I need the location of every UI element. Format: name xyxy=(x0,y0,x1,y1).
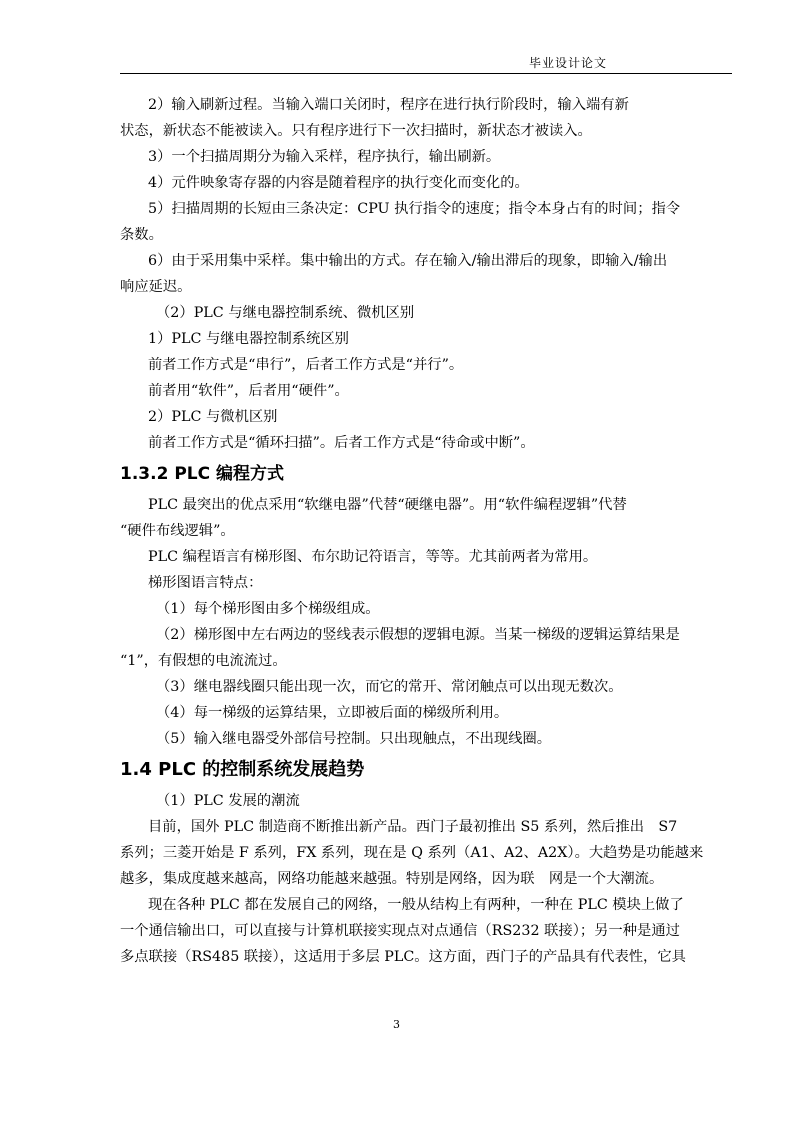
body-line: 多点联接（RS485 联接），这适用于多层 PLC。这方面，西门子的产品具有代表性，它具 xyxy=(120,949,686,965)
section-heading-1-4: 1.4 PLC 的控制系统发展趋势 xyxy=(120,759,365,780)
body-line: （1）PLC 发展的潮流 xyxy=(156,793,300,809)
body-line: 状态，新状态不能被读入。只有程序进行下一次扫描时，新状态才被读入。 xyxy=(120,123,592,139)
body-line: “硬件布线逻辑”。 xyxy=(120,523,235,539)
body-line: 梯形图语言特点： xyxy=(148,575,263,591)
body-line: 2）输入刷新过程。当输入端口关闭时，程序在进行执行阶段时，输入端有新 xyxy=(148,97,629,113)
body-line: 前者用“软件”，后者用“硬件”。 xyxy=(148,383,349,399)
body-line: （2）PLC 与继电器控制系统、微机区别 xyxy=(156,305,415,321)
body-line: 响应延迟。 xyxy=(120,279,192,295)
body-line: 前者工作方式是“循环扫描”。后者工作方式是“待命或中断”。 xyxy=(148,435,535,451)
body-line: 一个通信输出口，可以直接与计算机联接实现点对点通信（RS232 联接）；另一种是通过 xyxy=(120,923,680,939)
body-line: （1）每个梯形图由多个梯级组成。 xyxy=(156,601,380,617)
body-line: 1）PLC 与继电器控制系统区别 xyxy=(148,331,349,347)
body-line: 现在各种 PLC 都在发展自己的网络，一般从结构上有两种，一种在 PLC 模块上做了 xyxy=(148,897,684,913)
body-line: “1”，有假想的电流流过。 xyxy=(120,653,287,669)
body-line: （5）输入继电器受外部信号控制。只出现触点，不出现线圈。 xyxy=(156,731,552,747)
body-line: 2）PLC 与微机区别 xyxy=(148,409,278,425)
body-line: 越多，集成度越来越高，网络功能越来越强。特别是网络，因为联 网是一个大潮流。 xyxy=(120,871,664,887)
body-line: 条数。 xyxy=(120,227,163,243)
body-line: （4）每一梯级的运算结果，立即被后面的梯级所利用。 xyxy=(156,705,509,721)
body-line: （2）梯形图中左右两边的竖线表示假想的逻辑电源。当某一梯级的逻辑运算结果是 xyxy=(156,627,680,643)
running-header: 毕业设计论文 xyxy=(529,56,608,70)
body-line: （3）继电器线圈只能出现一次，而它的常开、常闭触点可以出现无数次。 xyxy=(156,679,623,695)
body-line: 目前，国外 PLC 制造商不断推出新产品。西门子最初推出 S5 系列，然后推出 S7 xyxy=(148,819,678,835)
body-line: PLC 最突出的优点采用“软继电器”代替“硬继电器”。用“软件编程逻辑”代替 xyxy=(148,497,627,513)
section-heading-1-3-2: 1.3.2 PLC 编程方式 xyxy=(120,464,285,484)
body-line: PLC 编程语言有梯形图、布尔助记符语言，等等。尤其前两者为常用。 xyxy=(148,549,598,565)
header-rule xyxy=(120,73,732,74)
body-line: 5）扫描周期的长短由三条决定：CPU 执行指令的速度；指令本身占有的时间；指令 xyxy=(148,201,681,217)
body-line: 6）由于采用集中采样。集中输出的方式。存在输入/输出滞后的现象，即输入/输出 xyxy=(148,253,668,269)
body-line: 系列；三菱开始是 F 系列，FX 系列，现在是 Q 系列（A1、A2、A2X）。大趋势是功能越来 xyxy=(120,845,704,861)
body-line: 4）元件映象寄存器的内容是随着程序的执行变化而变化的。 xyxy=(148,175,529,191)
body-line: 3）一个扫描周期分为输入采样，程序执行，输出刷新。 xyxy=(148,149,501,165)
page-number: 3 xyxy=(393,1018,400,1031)
body-line: 前者工作方式是“串行”，后者工作方式是“并行”。 xyxy=(148,357,464,373)
page-body xyxy=(120,92,732,970)
